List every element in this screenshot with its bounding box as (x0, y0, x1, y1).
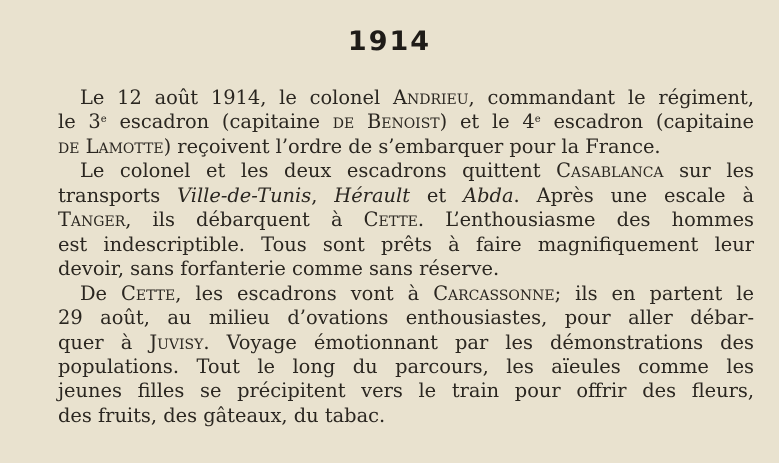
text-run: et (410, 183, 464, 207)
text-run: , (311, 183, 335, 207)
text-run: . Voyage émotionnant par les démonstrations des (203, 330, 754, 354)
ship-name: Ville-de-Tunis (177, 183, 312, 207)
text-line (58, 404, 754, 428)
text-run: quer à (58, 330, 150, 354)
small-caps-name: Casablanca (556, 159, 664, 183)
text-run: est indescriptible. Tous sont prêts à faire magnifiquement leur (58, 232, 754, 256)
text-run: sur les (663, 159, 754, 183)
ship-name: Hérault (334, 183, 410, 207)
ordinal-superscript: e (534, 114, 541, 126)
text-run: escadron (capitaine (106, 110, 333, 134)
text-run: De (80, 281, 122, 305)
text-line (58, 135, 754, 159)
text-run: escadron (capitaine (540, 110, 755, 134)
text-run: ) et le 4 (439, 110, 535, 134)
text-run: , les escadrons vont à (175, 281, 434, 305)
text-run: . L’enthousiasme des hommes (417, 208, 754, 232)
ship-name: Abda (463, 183, 514, 207)
small-caps-name: Tanger (58, 208, 126, 232)
text-line (58, 282, 754, 306)
text-run: Le 12 août 1914, le colonel (80, 86, 393, 109)
text-run: ; ils en partent le (554, 281, 754, 305)
text-line (58, 110, 754, 134)
text-line (58, 208, 754, 232)
ordinal-superscript: e (100, 114, 107, 126)
text-line (58, 233, 754, 257)
small-caps-name: Andrieu (392, 86, 469, 109)
small-caps-name: Cette (121, 281, 176, 305)
text-run: . Après une escale à (513, 183, 755, 207)
text-line (58, 331, 754, 355)
small-caps-name: de Benoist (332, 110, 440, 134)
text-line (58, 257, 754, 281)
text-run: devoir, sans forfanterie comme sans réserve. (58, 257, 500, 281)
text-line (58, 86, 754, 110)
body-text (58, 86, 754, 428)
text-run: jeunes filles se précipitent vers le train pour offrir des fleurs, (58, 379, 754, 403)
text-run: Le colonel et les deux escadrons quittent (80, 159, 557, 183)
small-caps-name: Cette (363, 208, 418, 232)
text-line (58, 379, 754, 403)
text-run: populations. Tout le long du parcours, les aïeules comme les (58, 354, 754, 378)
page-title: 1914 (347, 26, 432, 57)
text-line (58, 184, 754, 208)
small-caps-name: de Lamotte (58, 134, 164, 158)
text-line (58, 159, 754, 183)
text-run: ) reçoivent l’ordre de s’embarquer pour la France. (163, 134, 661, 158)
text-line (58, 306, 754, 330)
text-run: des fruits, des gâteaux, du tabac. (58, 403, 386, 427)
text-run: 29 août, au milieu d’ovations enthousiastes, pour aller débar- (58, 306, 754, 330)
text-line (58, 355, 754, 379)
text-run: , commandant le régiment, (468, 86, 754, 109)
text-run: , ils débarquent à (125, 208, 364, 232)
text-run: transports (58, 183, 178, 207)
small-caps-name: Carcassonne (433, 281, 555, 305)
text-run: le 3 (58, 110, 101, 134)
small-caps-name: Juvisy (149, 330, 204, 354)
